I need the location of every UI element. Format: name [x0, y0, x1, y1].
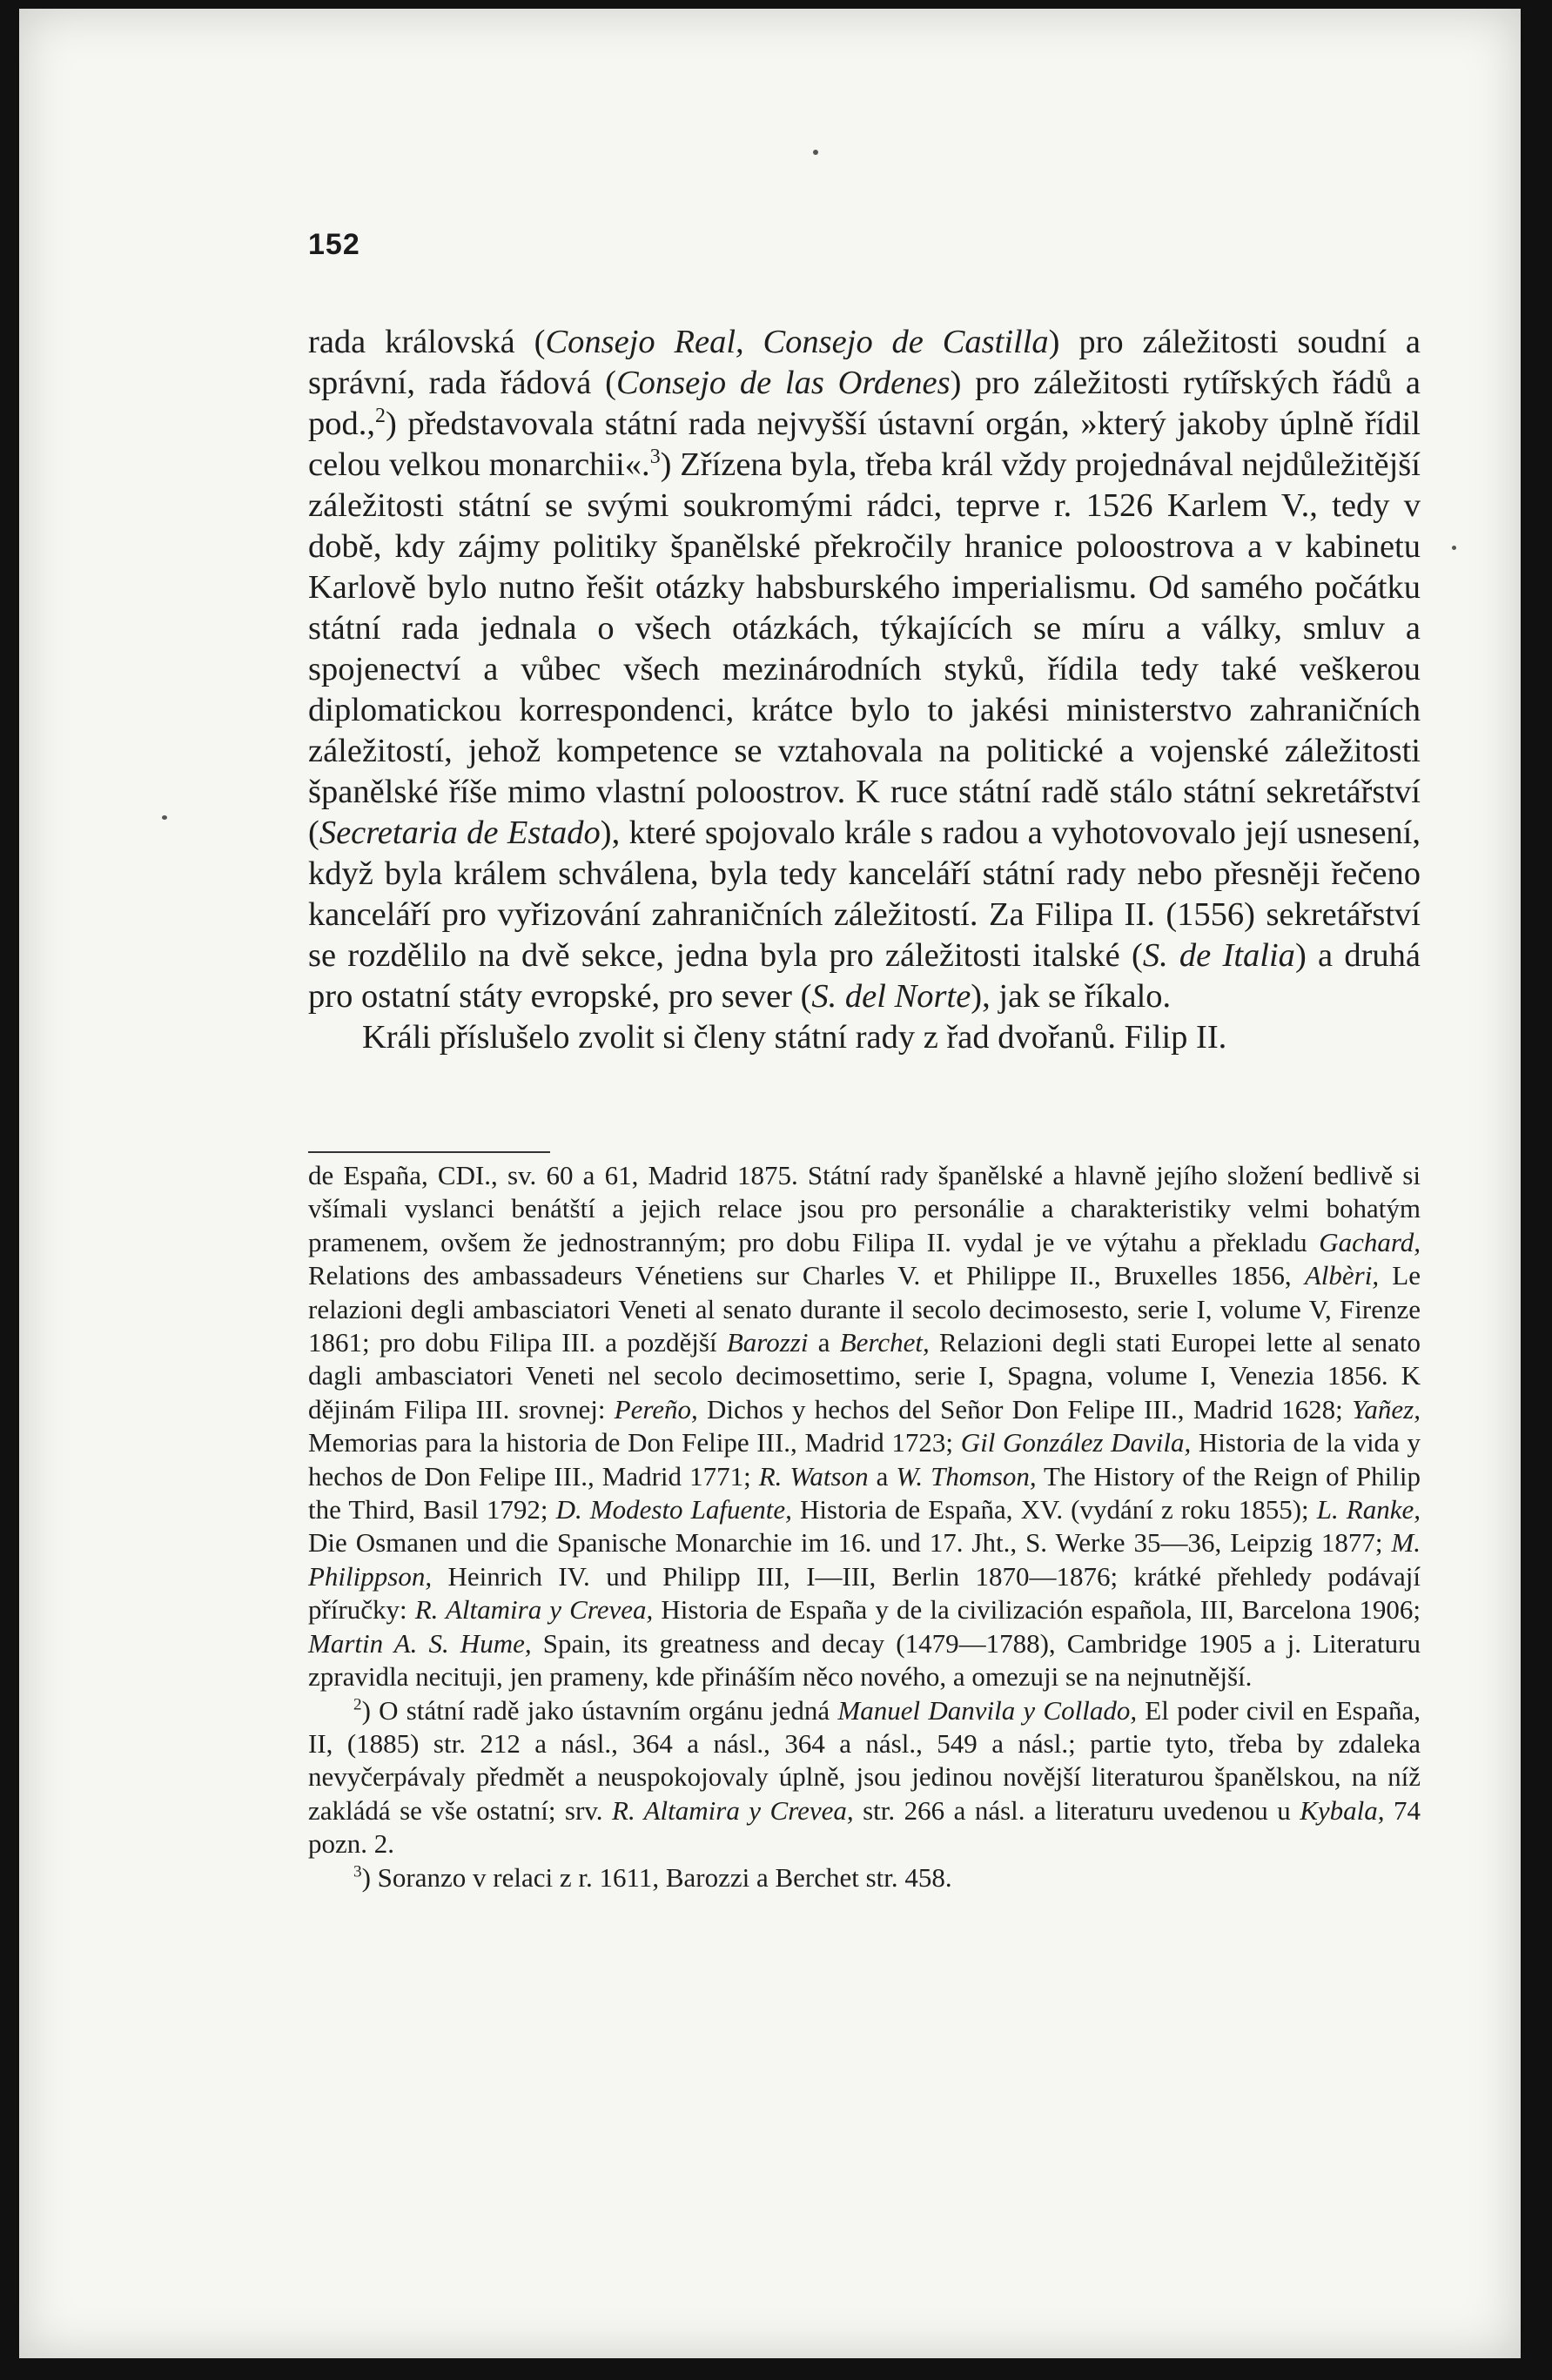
scan-speck [1452, 546, 1456, 550]
scan-speck [813, 150, 818, 155]
footnote-continued: de España, CDI., sv. 60 a 61, Madrid 1875. Státní rady španělské a hlavně jejího složení bedlivě si všímali vyslanci benátští a jejich relace jsou pro personálie a charakteristiky velmi bohatým pramenem, ovšem že jednostranným; pro dobu Filipa II. vydal je ve výtahu a překladu Gachard, Relations des ambassadeurs Vénetiens sur Charles V. et Philippe II., Bruxelles 1856, Albèri, Le relazioni degli ambasciatori Veneti al senato durante il secolo decimosesto, serie I, volume V, Firenze 1861; pro dobu Filipa III. a pozdější Barozzi a Berchet, Relazioni degli stati Europei lette al senato dagli ambasciatori Veneti nel secolo decimosettimo, serie I, Spagna, volume I, Venezia 1856. K dějinám Filipa III. srovnej: Pereño, Dichos y hechos del Señor Don Felipe III., Madrid 1628; Yañez, Memorias para la historia de Don Felipe III., Madrid 1723; Gil González Davila, Historia de la vida y hechos de Don Felipe III., Madrid 1771; R. Watson a W. Thomson, The History of the Reign of Philip the Third, Basil 1792; D. Modesto Lafuente, Historia de España, XV. (vydání z roku 1855); L. Ranke, Die Osmanen und die Spanische Monarchie im 16. und 17. Jht., S. Werke 35—36, Leipzig 1877; M. Philippson, Heinrich IV. und Philipp III, I—III, Berlin 1870—1876; krátké přehledy podávají příručky: R. Altamira y Crevea, Historia de España y de la civilización española, III, Barcelona 1906; Martin A. S. Hume, Spain, its greatness and decay (1479—1788), Cambridge 1905 a j. Literaturu zpravidla necituji, jen prameny, kde přináším něco nového, a omezuji se na nejnutnější. [308, 1160, 1421, 1693]
main-text [308, 322, 1421, 1058]
page-number: 152 [308, 228, 360, 261]
body-paragraph: rada královská (Consejo Real, Consejo de Castilla) pro záležitosti soudní a správní, rada řádová (Consejo de las Ordenes) pro záležitosti rytířských řádů a pod.,$^2$) představovala státní rada nejvyšší ústavní orgán, »který jakoby úplně řídil celou velkou monarchii«.$^3$) Zřízena byla, třeba král vždy projednával nejdůležitější záležitosti státní se svými soukromými rádci, teprve r. 1526 Karlem V., tedy v době, kdy zájmy politiky španělské překročily hranice poloostrova a v kabinetu Karlově bylo nutno řešit otázky habsburského imperialismu. Od samého počátku státní rada jednala o všech otázkách, týkajících se míru a války, smluv a spojenectví a vůbec všech mezinárodních styků, řídila tedy také veškerou diplomatickou korrespondenci, krátce bylo to jakési ministerstvo zahraničních záležitostí, jehož kompetence se vztahovala na politické a vojenské záležitosti španělské říše mimo vlastní poloostrov. K ruce státní radě stálo státní sekretářství (Secretaria de Estado), které spojovalo krále s radou a vyhotovovalo její usnesení, když byla králem schválena, byla tedy kanceláří státní rady nebo přesněji řečeno kanceláří pro vyřizování zahraničních záležitostí. Za Filipa II. (1556) sekretářství se rozdělilo na dvě sekce, jedna byla pro záležitosti italské (S. de Italia) a druhá pro ostatní státy evropské, pro sever (S. del Norte), jak se říkalo. [308, 324, 1421, 1015]
footnote-divider [308, 1151, 550, 1153]
scan-speck [162, 815, 167, 820]
footnote-3: $^3$) Soranzo v relaci z r. 1611, Barozzi a Berchet str. 458. [353, 1861, 952, 1893]
body-paragraph: Králi příslušelo zvolit si členy státní rady z řad dvořanů. Filip II. [362, 1019, 1227, 1056]
footnote-ref-3: 3 [649, 446, 661, 469]
footnote-2: $^2$) O státní radě jako ústavním orgánu jedná Manuel Danvila y Collado, El poder civil en España, II, (1885) str. 212 a násl., 364 a násl., 364 a násl., 549 a násl.; partie tyto, třeba by zdaleka nevyčerpávaly předmět a neuspokojovaly úplně, jsou jedinou novější literaturou španělskou, na níž zakládá se vše ostatní; srv. R. Altamira y Crevea, str. 266 a násl. a literaturu uvedenou u Kybala, 74 pozn. 2. [308, 1694, 1421, 1860]
footnote-ref-2: 2 [375, 405, 386, 428]
footnotes [308, 1159, 1421, 1894]
